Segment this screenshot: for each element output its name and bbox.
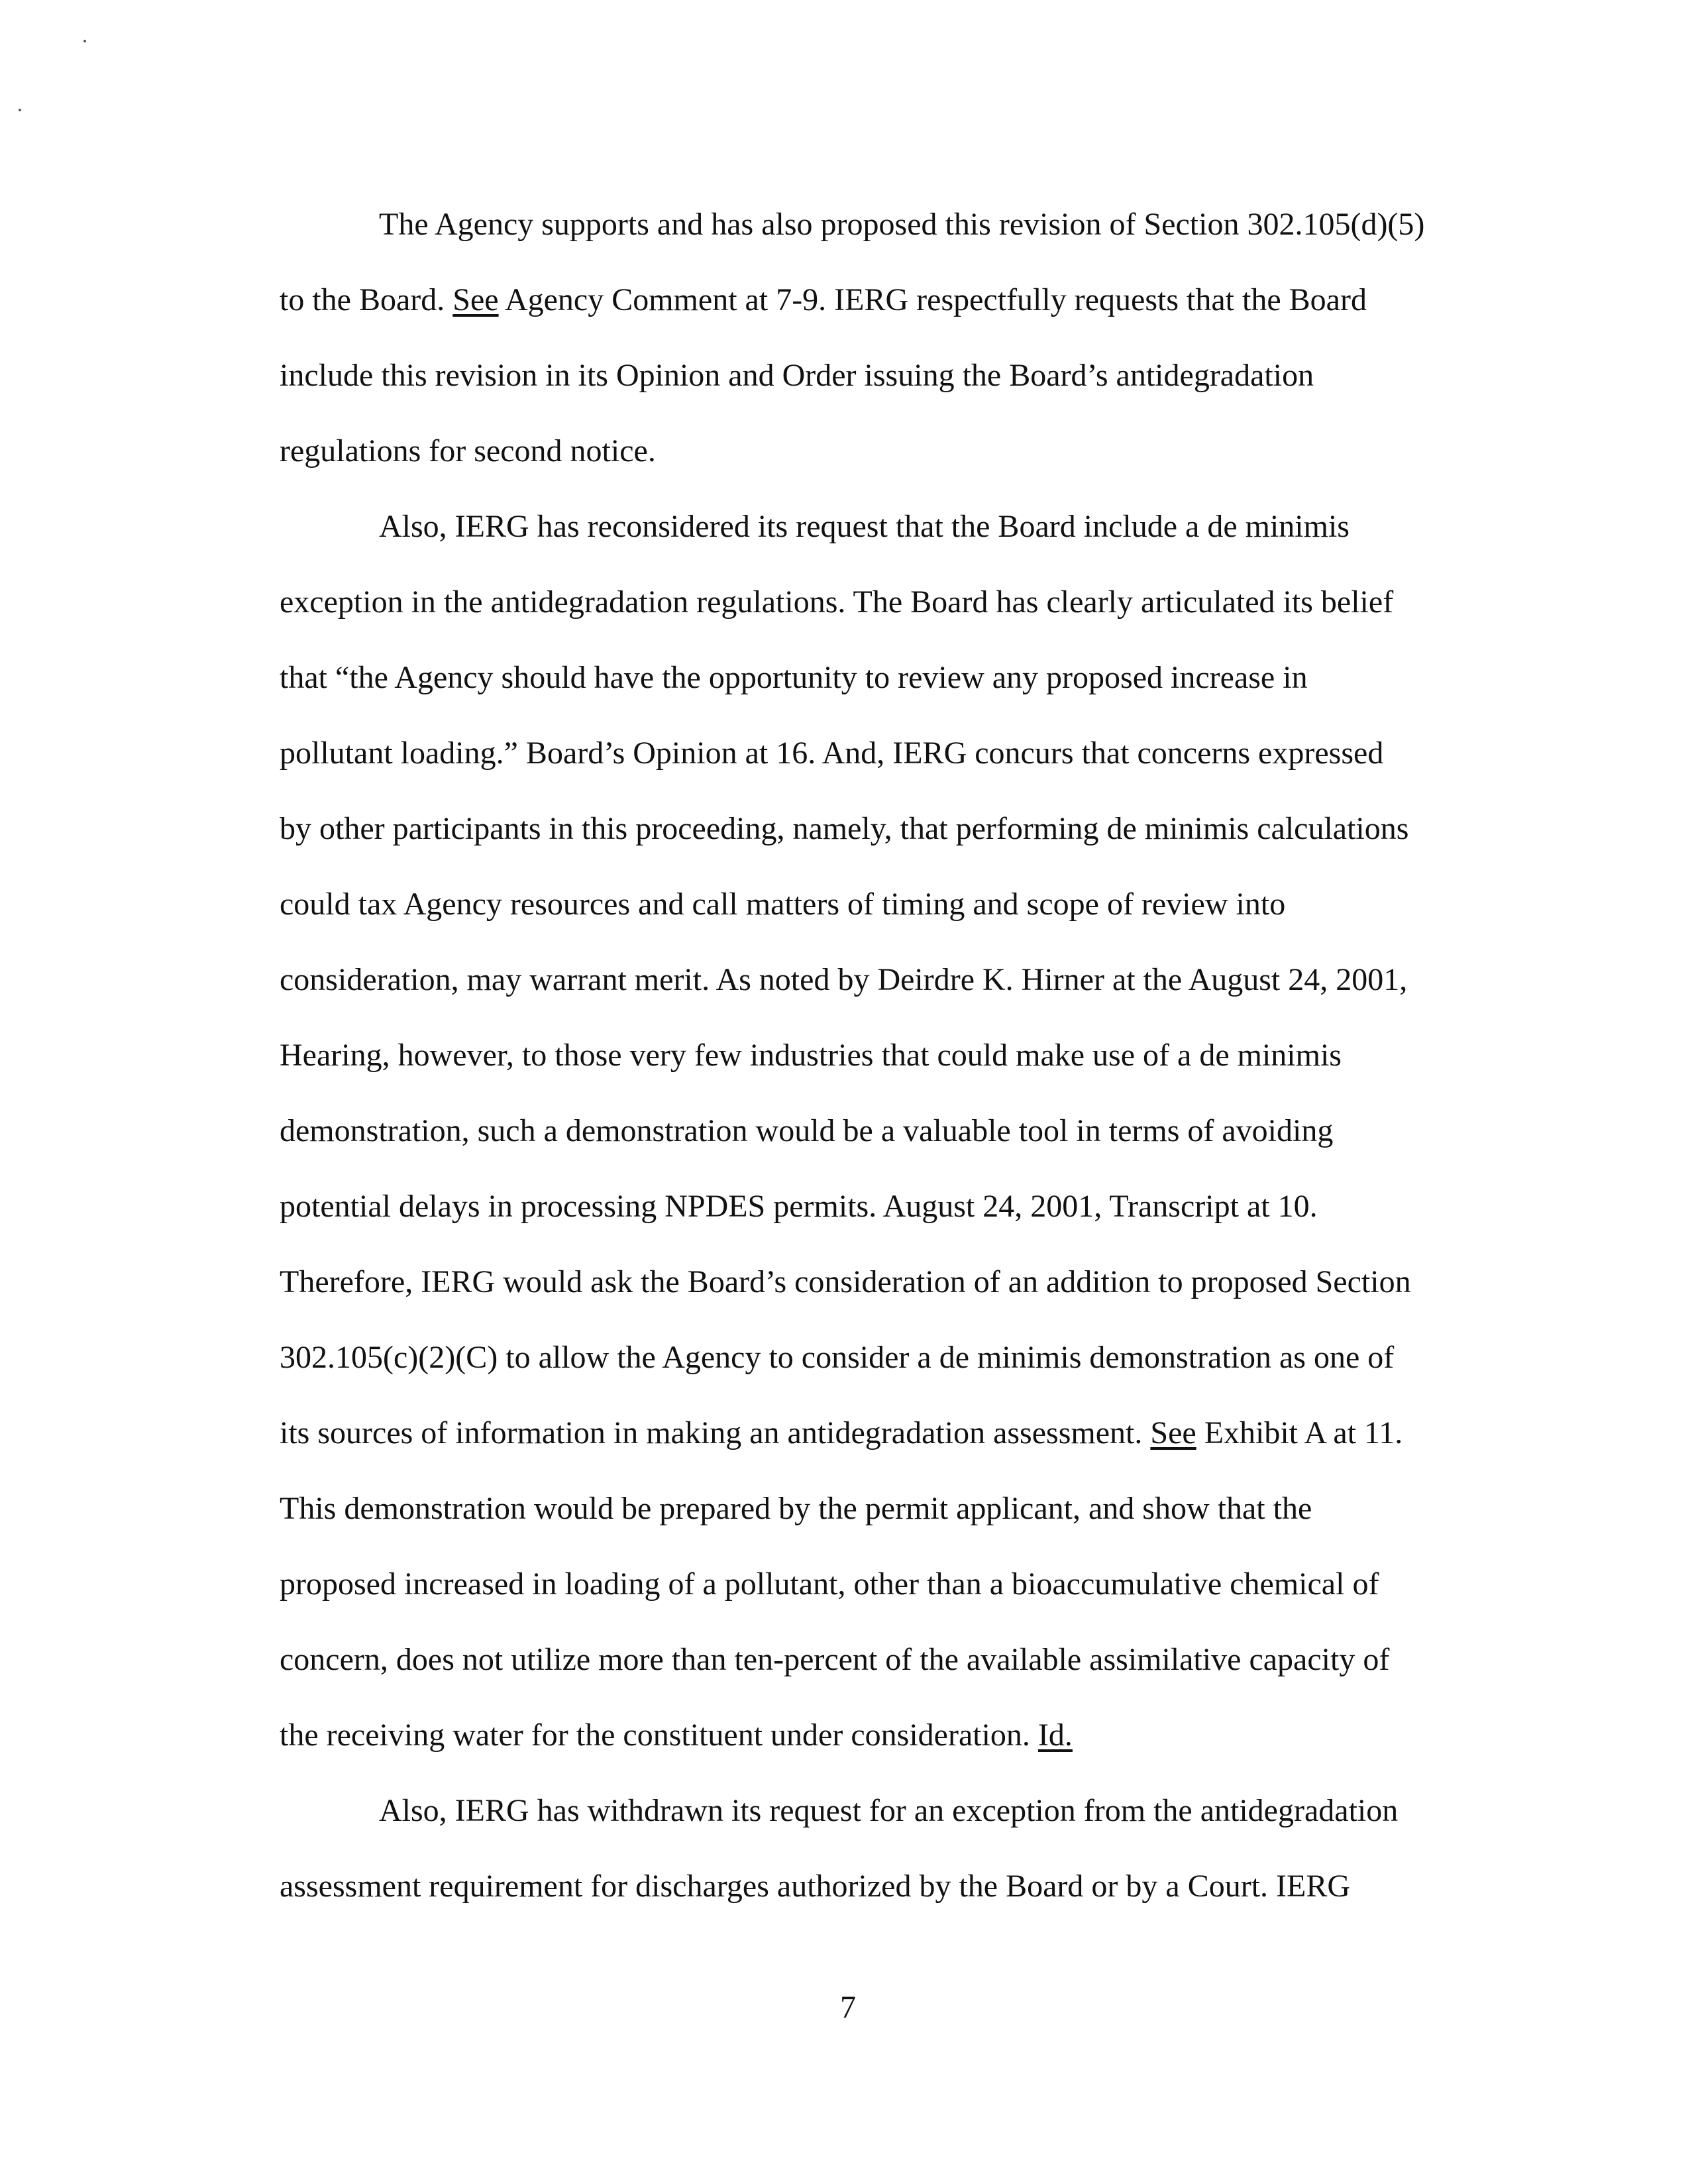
text-line	[280, 1244, 1459, 1320]
text-line	[280, 413, 1459, 489]
text-line	[280, 1622, 1459, 1698]
text-run: to the Board.	[280, 282, 453, 317]
text-run: that “the Agency should have the opportunity to review any proposed increase in	[280, 660, 1308, 695]
text-run: proposed increased in loading of a pollutant, other than a bioaccumulative chemical of	[280, 1566, 1379, 1602]
text-run: assessment requirement for discharges authorized by the Board or by a Court. IERG	[280, 1869, 1351, 1904]
text-line	[280, 1320, 1459, 1395]
text-line	[280, 1849, 1459, 1924]
text-line	[280, 565, 1459, 640]
text-run: Agency Comment at 7-9. IERG respectfully requests that the Board	[498, 282, 1367, 317]
text-run: by other participants in this proceeding, namely, that performing de minimis calculations	[280, 811, 1409, 846]
text-run: include this revision in its Opinion and Order issuing the Board’s antidegradation	[280, 358, 1314, 393]
text-run: 302.105(c)(2)(C) to allow the Agency to consider a de minimis demonstration as one of	[280, 1340, 1395, 1375]
text-line	[280, 187, 1459, 262]
page-number: 7	[840, 1990, 856, 2025]
text-run: its sources of information in making an antidegradation assessment.	[280, 1415, 1151, 1450]
text-line	[280, 262, 1459, 338]
text-line	[280, 942, 1459, 1018]
text-run: This demonstration would be prepared by the permit applicant, and show that the	[280, 1491, 1312, 1526]
citation-signal: Id.	[1037, 1718, 1073, 1753]
citation-signal: See	[452, 282, 499, 317]
scan-speck	[83, 40, 86, 42]
text-line	[280, 1093, 1459, 1169]
text-run: pollutant loading.” Board’s Opinion at 16. And, IERG concurs that concerns expressed	[280, 736, 1384, 771]
body-text	[280, 187, 1459, 1924]
text-run: regulations for second notice.	[280, 433, 656, 468]
text-line	[280, 867, 1459, 942]
text-line	[280, 1773, 1459, 1849]
text-line	[280, 640, 1459, 716]
text-line	[280, 1169, 1459, 1244]
text-line	[280, 1018, 1459, 1093]
text-line	[280, 338, 1459, 413]
text-run: could tax Agency resources and call matters of timing and scope of review into	[280, 887, 1286, 922]
text-run: exception in the antidegradation regulations. The Board has clearly articulated its belief	[280, 584, 1394, 620]
scan-speck	[19, 109, 21, 111]
text-line	[280, 1471, 1459, 1547]
text-line	[280, 716, 1459, 791]
citation-signal: See	[1150, 1415, 1196, 1450]
text-run: Hearing, however, to those very few industries that could make use of a de minimis	[280, 1038, 1342, 1073]
text-run: concern, does not utilize more than ten-percent of the available assimilative capacity of	[280, 1642, 1390, 1677]
text-run: consideration, may warrant merit. As noted by Deirdre K. Hirner at the August 24, 2001,	[280, 962, 1408, 997]
text-line	[280, 1698, 1459, 1773]
text-run: demonstration, such a demonstration would be a valuable tool in terms of avoiding	[280, 1113, 1334, 1148]
text-line	[280, 489, 1459, 565]
text-line	[280, 791, 1459, 867]
text-run: Therefore, IERG would ask the Board’s consideration of an addition to proposed Section	[280, 1264, 1411, 1299]
text-run: potential delays in processing NPDES permits. August 24, 2001, Transcript at 10.	[280, 1189, 1318, 1224]
text-run: the receiving water for the constituent under consideration.	[280, 1718, 1038, 1753]
text-line	[280, 1547, 1459, 1622]
text-line	[280, 1395, 1459, 1471]
text-run: Also, IERG has withdrawn its request for an exception from the antidegradation	[379, 1793, 1399, 1828]
text-run: Exhibit A at 11.	[1196, 1415, 1403, 1450]
text-run: Also, IERG has reconsidered its request that the Board include a de minimis	[379, 509, 1350, 544]
text-run: The Agency supports and has also proposed this revision of Section 302.105(d)(5)	[379, 207, 1425, 242]
